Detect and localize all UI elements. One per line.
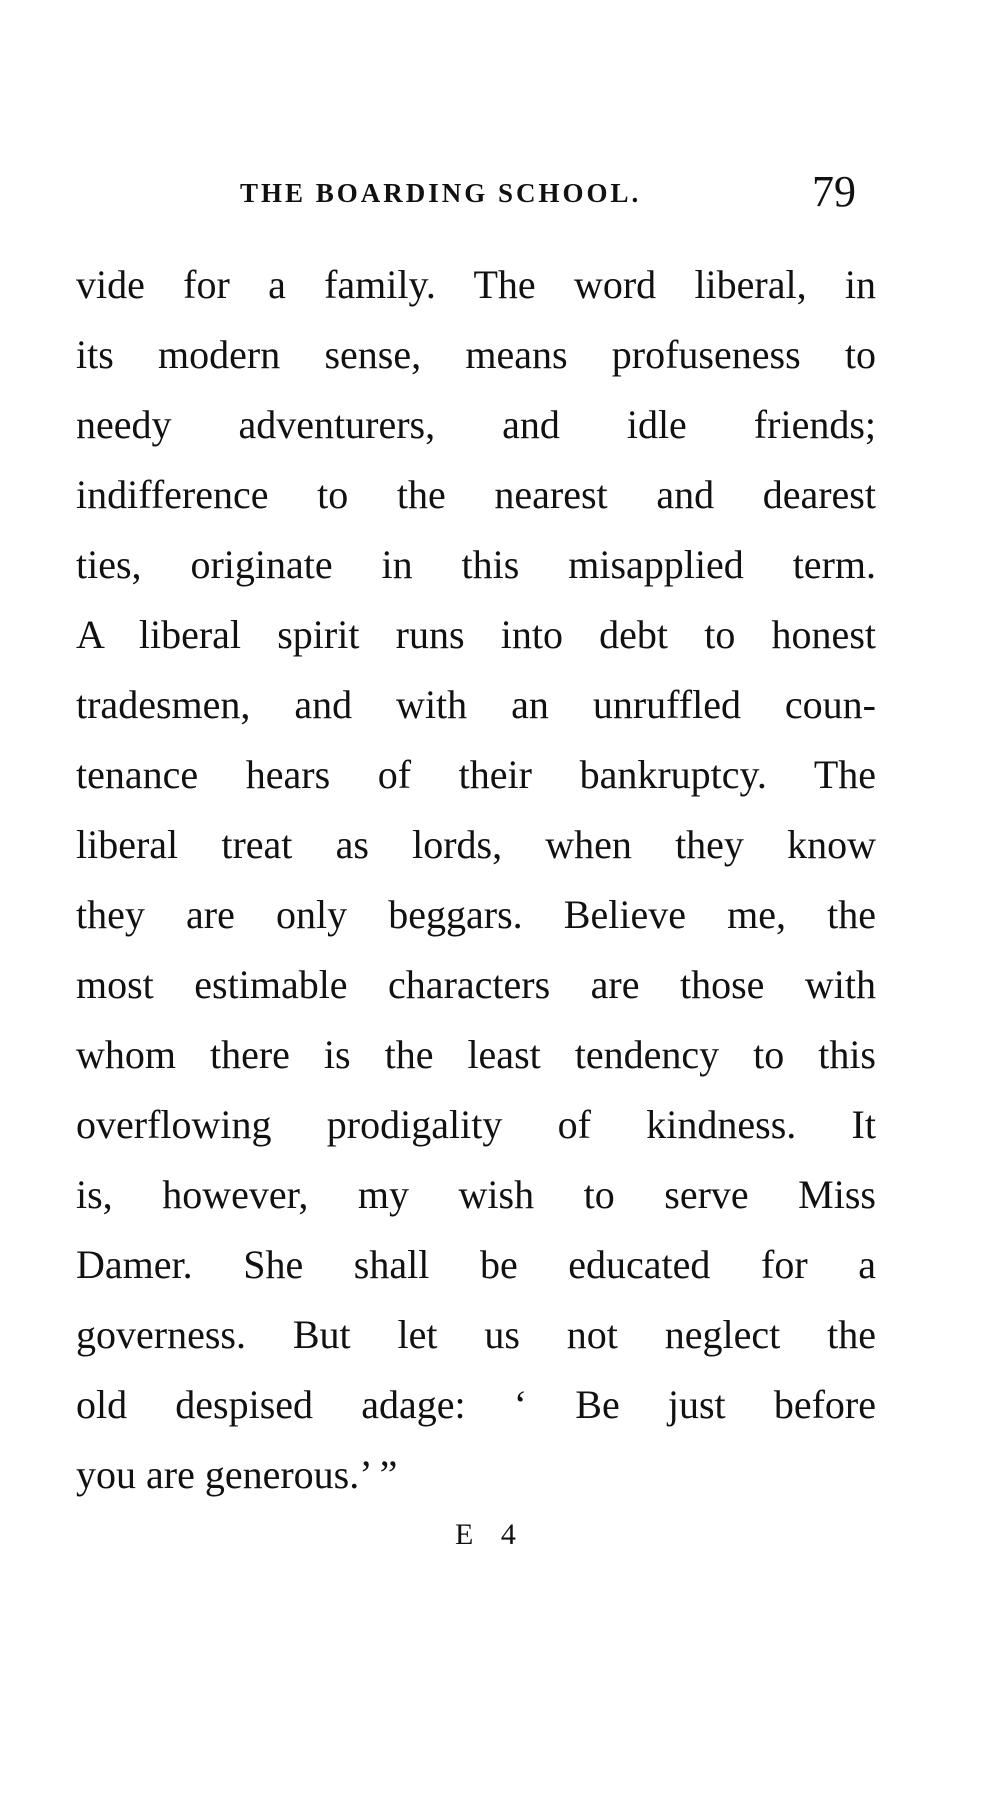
- text-line: its modern sense, means profuseness to: [76, 332, 876, 377]
- text-line: tradesmen, and with an unruffled coun-: [76, 682, 876, 727]
- text-line: vide for a family. The word liberal, in: [76, 262, 876, 307]
- text-line: they are only beggars. Believe me, the: [76, 892, 876, 937]
- text-line: needy adventurers, and idle friends;: [76, 402, 876, 447]
- signature-mark: E 4: [455, 1518, 526, 1551]
- text-line: old despised adage: ‘ Be just before: [76, 1382, 876, 1427]
- text-line: governess. But let us not neglect the: [76, 1312, 876, 1357]
- page-number: 79: [812, 167, 856, 216]
- text-line: Damer. She shall be educated for a: [76, 1242, 876, 1287]
- text-line-last: you are generous.’ ”: [76, 1452, 398, 1497]
- running-head: [0, 166, 1000, 226]
- text-line: liberal treat as lords, when they know: [76, 822, 876, 867]
- text-line: whom there is the least tendency to this: [76, 1032, 876, 1077]
- body-text: [76, 250, 876, 1510]
- running-head-title: THE BOARDING SCHOOL.: [240, 178, 642, 208]
- text-line: tenance hears of their bankruptcy. The: [76, 752, 876, 797]
- text-line: is, however, my wish to serve Miss: [76, 1172, 876, 1217]
- text-line: ties, originate in this misapplied term.: [76, 542, 876, 587]
- text-line: overflowing prodigality of kindness. It: [76, 1102, 876, 1147]
- text-line: most estimable characters are those with: [76, 962, 876, 1007]
- text-line: indifference to the nearest and dearest: [76, 472, 876, 517]
- text-line: A liberal spirit runs into debt to honest: [76, 612, 876, 657]
